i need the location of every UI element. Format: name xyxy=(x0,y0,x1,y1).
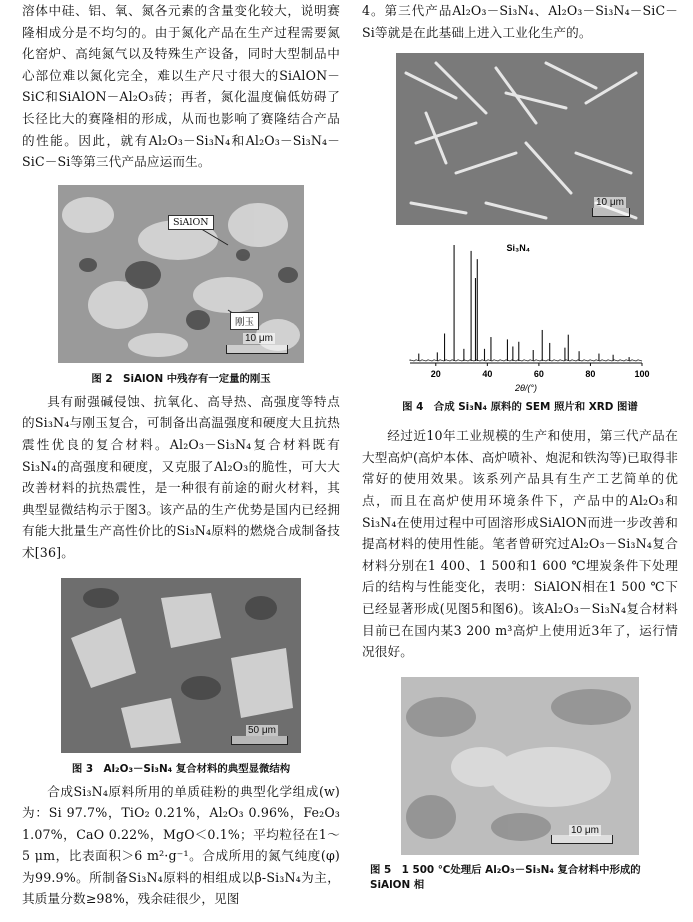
right-para-2: 经过近10年工业规模的生产和使用，第三代产品在大型高炉(高炉本体、高炉喷补、炮泥和铁沟等)已取得非常好的使用效果。该系列产品具有生产工艺简单的优点，而且在高炉使用环境条件下，产品中的Al₂O₃和Si₃N₄在使用过程中可固溶形成SiAlON而进一步改善和提高材料的使用性能。笔者曾研究过Al₂O₃－Si₃N₄复合材料分别在1 400、1 500和1 600 ℃埋炭条件下处理后的结构与性能变化，表明：SiAlON相在1 500 ℃下已经显著形成(见图5和图6)。该Al₂O₃－Si₃N₄复合材料目前已在国内某3 200 m³高炉上使用近3年了，运行情况很好。 xyxy=(362,428,678,660)
figure-4-scale-bar xyxy=(592,208,630,217)
figure-2-scale-label: 10 μm xyxy=(245,332,273,344)
left-para-3: 合成Si₃N₄原料所用的单质硅粉的典型化学组成(w)为：Si 97.7%，TiO₂ 0.21%，Al₂O₃ 0.96%，Fe₂O₃ 1.07%，CaO 0.22%，MgO＜0.1%；平均粒径在1～5 μm，比表面积＞6 m²·g⁻¹。合成所用的氮气纯度(φ)为99.9%。所制备Si₃N₄原料的相组成以β-Si₃N₄为主，其质量分数≥98%，残余硅很少，见图 xyxy=(22,783,340,907)
figure-4-caption: 图 4 合成 Si₃N₄ 原料的 SEM 照片和 XRD 图谱 xyxy=(402,401,638,414)
xrd-tick-label-20: 20 xyxy=(430,369,441,380)
figure-3-micrograph xyxy=(61,578,301,753)
figure-3-scale-bar xyxy=(231,736,288,745)
xrd-series-label: Si₃N₄ xyxy=(506,243,531,254)
xrd-tick-label-80: 80 xyxy=(585,369,596,380)
figure-5-scale-label: 10 μm xyxy=(571,824,599,836)
figure-2-sialon-label: SiAlON xyxy=(168,215,214,230)
figure-3-scale-label: 50 μm xyxy=(248,724,276,736)
right-column xyxy=(362,0,678,893)
xrd-tick-label-60: 60 xyxy=(533,369,544,380)
figure-4-xrd-chart xyxy=(390,227,650,397)
xrd-tick-label-100: 100 xyxy=(634,369,650,380)
figure-4-scale-label: 10 μm xyxy=(596,197,624,209)
figure-2-scale-bar xyxy=(226,345,288,354)
figure-2-corundum-label: 刚玉 xyxy=(230,312,259,330)
left-column xyxy=(22,0,340,910)
figure-4-sem xyxy=(396,53,644,225)
xrd-tick-label-40: 40 xyxy=(482,369,493,380)
figure-2-caption: 图 2 SiAlON 中残存有一定量的刚玉 xyxy=(91,372,271,385)
left-para-1: 溶体中硅、铝、氧、氮各元素的含量变化较大，说明赛隆相成分是不均匀的。由于氮化产品在生产过程需要氮化窑炉、高纯氮气以及特殊生产设备，同时大型制品中心部位难以氮化完全，难以生产尺寸很大的SiAlON－SiC和SiAlON－Al₂O₃砖；再者，氮化温度偏低妨碍了长径比大的赛隆相的形成，从而也影响了赛隆结合产品的性能。因此，就有Al₂O₃－Si₃N₄和Al₂O₃－Si₃N₄－SiC－Si等第三代产品应运而生。 xyxy=(22,3,340,170)
figure-5-caption: 图 5 1 500 ℃处理后 Al₂O₃－Si₃N₄ 复合材料中形成的 SiAlON 相 xyxy=(370,863,641,891)
right-para-1: 4。第三代产品Al₂O₃－Si₃N₄、Al₂O₃－Si₃N₄－SiC－Si等就是在此基础上进入工业化生产的。 xyxy=(362,3,678,40)
figure-3-caption: 图 3 Al₂O₃－Si₃N₄ 复合材料的典型显微结构 xyxy=(71,762,291,775)
xrd-x-label: 2θ/(°) xyxy=(515,383,537,394)
left-para-2: 具有耐强碱侵蚀、抗氧化、高导热、高强度等特点的Si₃N₄与刚玉复合，可制备出高温强度和硬度大且抗热震性优良的复合材料。Al₂O₃－Si₃N₄复合材料既有Si₃N₄的高强度和硬度，又克服了Al₂O₃的脆性，可大大改善材料的抗热震性，是一种很有前途的耐火材料，其典型显微结构示于图3。该产品的生产优势是国内已经拥有能大批量生产高性价比的Si₃N₄原料的燃烧合成制备技术[36]。 xyxy=(22,393,340,560)
figure-2-micrograph xyxy=(58,185,304,363)
figure-5-micrograph xyxy=(401,677,639,855)
figure-5-texture xyxy=(401,677,639,855)
figure-5-scale-bar xyxy=(551,835,613,844)
